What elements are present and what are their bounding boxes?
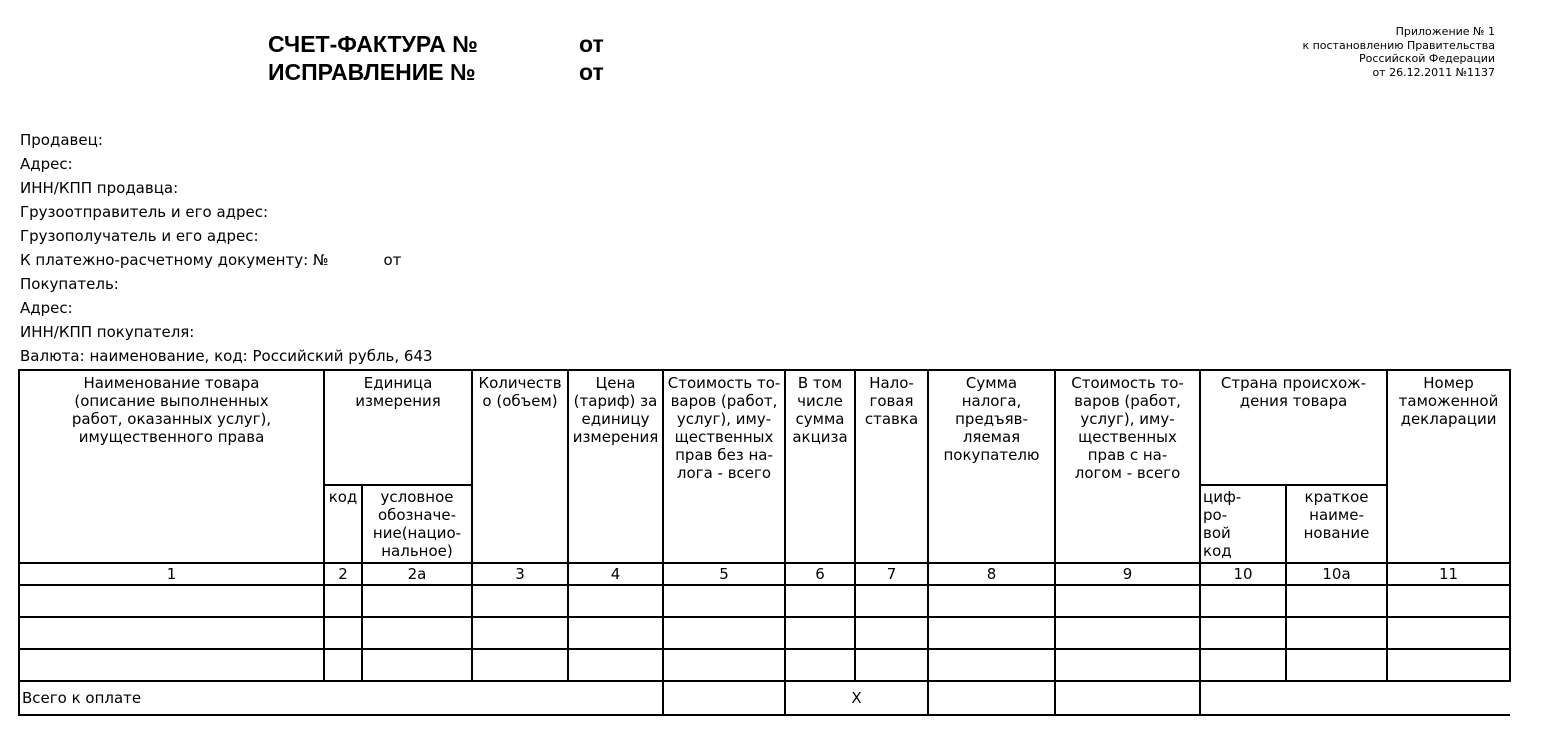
table-cell[interactable] [855,585,928,617]
appendix-line-4: от 26.12.2011 №1137 [1372,65,1495,79]
table-cell[interactable] [324,649,362,681]
table-cell[interactable] [568,649,663,681]
payment-doc-field [20,248,433,272]
header-tax-sum: Сумма налога, предъяв- ляемая покупателю [928,370,1055,563]
column-number: 4 [568,563,663,585]
header-cost-without-tax: Стоимость то- варов (работ, услуг), иму- щественных прав без на- лога - всего [663,370,785,563]
correction-number-label: ИСПРАВЛЕНИЕ № [268,59,476,85]
column-number: 2а [362,563,472,585]
header-customs-declaration: Номер таможенной декларации [1387,370,1510,563]
seller-address-field: Адрес: [20,155,73,173]
header-cost-with-tax: Стоимость то- варов (работ, услуг), иму- щественных прав с на- логом - всего [1055,370,1200,563]
table-cell[interactable] [855,617,928,649]
table-cell[interactable] [785,585,855,617]
table-cell[interactable] [568,585,663,617]
table-cell[interactable] [855,649,928,681]
table-cell[interactable] [472,585,568,617]
table-cell[interactable] [362,585,472,617]
column-number: 5 [663,563,785,585]
total-cost-with-tax-cell[interactable] [1055,681,1200,715]
currency-field: Валюта: наименование, код: Российский рубль, 643 [20,347,433,365]
seller-field: Продавец: [20,131,103,149]
table-cell[interactable] [928,585,1055,617]
total-cost-without-tax-cell[interactable] [663,681,785,715]
invoice-title [268,30,604,86]
total-tax-sum-cell[interactable] [928,681,1055,715]
invoice-number-label: СЧЕТ-ФАКТУРА № [268,31,478,57]
buyer-inn-field: ИНН/КПП покупателя: [20,323,195,341]
table-row [19,649,1510,681]
table-cell[interactable] [362,649,472,681]
total-label: Всего к оплате [19,681,663,715]
column-number: 11 [1387,563,1510,585]
invoice-fields [20,128,433,368]
appendix-line-1: Приложение № 1 [1395,25,1495,38]
payment-doc-label: К платежно-расчетному документу: № [20,251,329,269]
subheader-unit-symbol: условное обозначе- ние(нацио- нальное) [362,485,472,563]
buyer-field: Покупатель: [20,275,119,293]
header-country: Страна происхож- дения товара [1200,370,1387,485]
table-cell[interactable] [1387,617,1510,649]
invoice-table [18,369,1511,716]
column-number: 10а [1286,563,1387,585]
table-cell[interactable] [663,617,785,649]
correction-date-label: от [579,59,604,85]
header-price: Цена (тариф) за единицу измерения [568,370,663,563]
subheader-unit-code: код [324,485,362,563]
total-excise-x: Х [785,681,928,715]
shipper-field: Грузоотправитель и его адрес: [20,203,269,221]
table-cell[interactable] [472,649,568,681]
column-number: 3 [472,563,568,585]
table-cell[interactable] [19,649,324,681]
table-row [19,617,1510,649]
table-cell[interactable] [1286,617,1387,649]
invoice-date-label: от [579,31,604,57]
table-cell[interactable] [1055,617,1200,649]
column-number: 8 [928,563,1055,585]
total-row [19,681,1510,715]
table-header-row [19,370,1510,485]
header-tax-rate: Нало- говая ставка [855,370,928,563]
seller-inn-field: ИНН/КПП продавца: [20,179,179,197]
column-number: 1 [19,563,324,585]
subheader-country-name: краткое наиме- нование [1286,485,1387,563]
table-cell[interactable] [19,585,324,617]
header-excise: В том числе сумма акциза [785,370,855,563]
payment-doc-date-label: от [383,251,402,269]
buyer-address-field: Адрес: [20,299,73,317]
table-cell[interactable] [663,649,785,681]
column-number: 2 [324,563,362,585]
header-unit: Единица измерения [324,370,472,485]
table-row [19,585,1510,617]
table-cell[interactable] [1286,585,1387,617]
header-quantity: Количеств о (объем) [472,370,568,563]
table-cell[interactable] [1055,649,1200,681]
table-cell[interactable] [928,649,1055,681]
table-cell[interactable] [663,585,785,617]
table-cell[interactable] [324,617,362,649]
table-cell[interactable] [1387,585,1510,617]
table-cell[interactable] [785,617,855,649]
table-cell[interactable] [1286,649,1387,681]
table-cell[interactable] [19,617,324,649]
header-goods-name: Наименование товара (описание выполненных работ, оказанных услуг), имущественного права [19,370,324,563]
column-number: 6 [785,563,855,585]
table-cell[interactable] [1200,585,1286,617]
consignee-field: Грузополучатель и его адрес: [20,227,259,245]
table-cell[interactable] [568,617,663,649]
table-cell[interactable] [1055,585,1200,617]
table-cell[interactable] [785,649,855,681]
table-cell[interactable] [1200,617,1286,649]
column-number: 9 [1055,563,1200,585]
column-numbers-row [19,563,1510,585]
appendix-line-3: Российской Федерации [1359,52,1495,65]
table-cell[interactable] [472,617,568,649]
table-cell[interactable] [1387,649,1510,681]
table-cell[interactable] [362,617,472,649]
table-cell[interactable] [928,617,1055,649]
table-cell[interactable] [324,585,362,617]
appendix-line-2: к постановлению Правительства [1302,38,1495,52]
appendix-note [1302,25,1495,79]
column-number: 7 [855,563,928,585]
table-cell[interactable] [1200,649,1286,681]
subheader-country-code: циф- ро- вой код [1200,485,1286,563]
column-number: 10 [1200,563,1286,585]
total-empty-area [1200,681,1510,715]
